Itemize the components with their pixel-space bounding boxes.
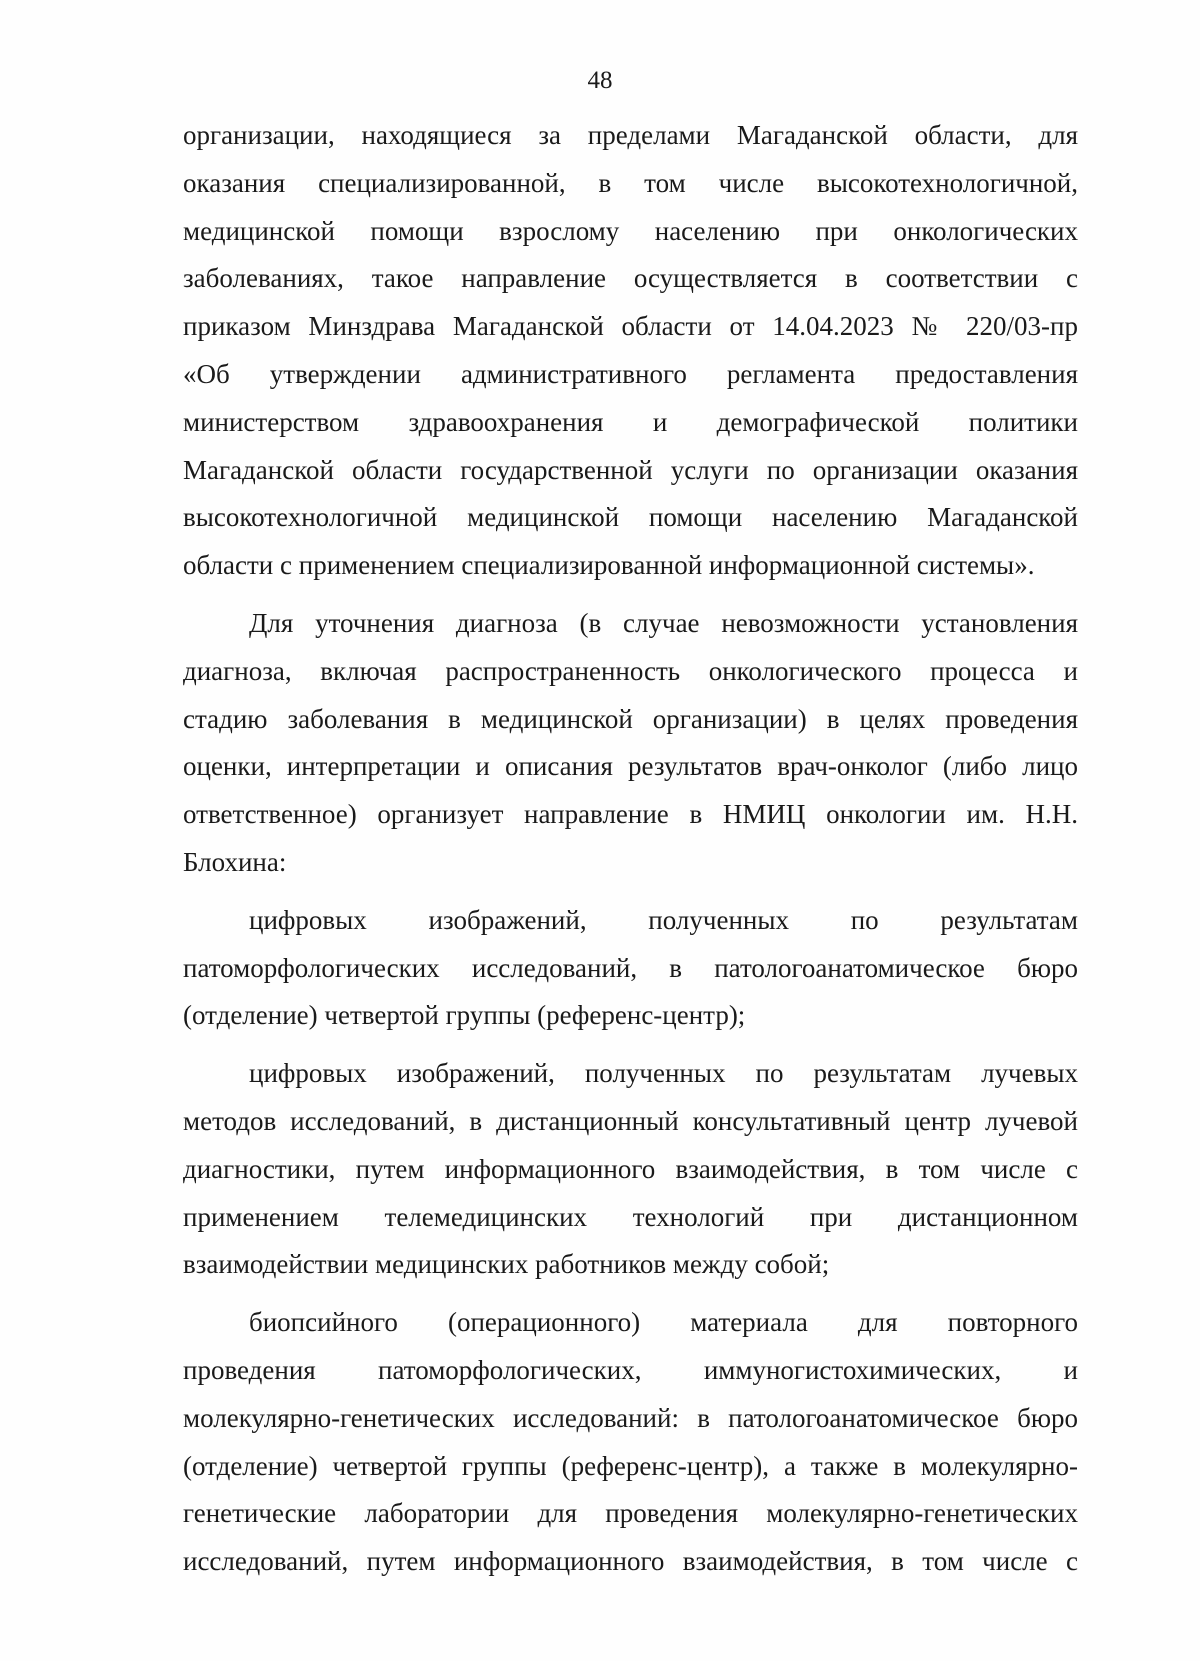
text-line: диагноза, включая распространенность онкологического процесса и: [183, 655, 1078, 686]
text-line: медицинской помощи взрослому населению при онкологических: [183, 215, 1078, 246]
paragraph-3: [183, 897, 1078, 1040]
text-line: Магаданской области государственной услуги по организации оказания: [183, 454, 1078, 485]
text-line: патоморфологических исследований, в патологоанатомическое бюро: [183, 952, 1078, 983]
text-line: генетические лаборатории для проведения молекулярно-генетических: [183, 1498, 1078, 1529]
text-line: цифровых изображений, полученных по результатам: [249, 904, 1078, 935]
text-line: диагностики, путем информационного взаимодействия, в том числе с: [183, 1153, 1078, 1184]
text-line: ответственное) организует направление в НМИЦ онкологии им. Н.Н.: [183, 799, 1078, 830]
text-line: исследований, путем информационного взаимодействия, в том числе с: [183, 1546, 1078, 1577]
text-line: стадию заболевания в медицинской организации) в целях проведения: [183, 703, 1078, 734]
paragraph-4: [183, 1050, 1078, 1289]
text-line: заболеваниях, такое направление осуществляется в соответствии с: [183, 263, 1078, 294]
text-line: Для уточнения диагноза (в случае невозможности установления: [249, 607, 1078, 638]
text-line: (отделение) четвертой группы (референс-центр);: [183, 1000, 746, 1031]
text-line: проведения патоморфологических, иммуногистохимических, и: [183, 1354, 1078, 1385]
text-line: цифровых изображений, полученных по результатам лучевых: [249, 1058, 1078, 1089]
document-body: [183, 112, 1078, 1586]
text-line: биопсийного (операционного) материала для повторного: [249, 1307, 1078, 1338]
text-line: высокотехнологичной медицинской помощи населению Магаданской: [183, 502, 1078, 533]
text-line: применением телемедицинских технологий при дистанционном: [183, 1201, 1078, 1232]
text-line: (отделение) четвертой группы (референс-центр), а также в молекулярно-: [183, 1450, 1078, 1481]
text-line: организации, находящиеся за пределами Магаданской области, для: [183, 120, 1078, 150]
text-line: Блохина:: [183, 846, 287, 877]
paragraph-2: [183, 600, 1078, 887]
text-line: методов исследований, в дистанционный консультативный центр лучевой: [183, 1105, 1078, 1136]
text-line: оказания специализированной, в том числе высокотехнологичной,: [183, 167, 1078, 198]
text-line: оценки, интерпретации и описания результатов врач-онколог (либо лицо: [183, 751, 1078, 782]
paragraph-1: [183, 112, 1078, 590]
text-line: молекулярно-генетических исследований: в патологоанатомическое бюро: [183, 1402, 1078, 1433]
text-line: области с применением специализированной информационной системы».: [183, 550, 1035, 581]
paragraph-5: [183, 1299, 1078, 1586]
page-number: 48: [587, 67, 613, 94]
text-line: министерством здравоохранения и демографической политики: [183, 406, 1078, 437]
text-line: приказом Минздрава Магаданской области от 14.04.2023 № 220/03-пр: [183, 311, 1078, 342]
text-line: «Об утверждении административного регламента предоставления: [183, 358, 1078, 389]
text-line: взаимодействии медицинских работников между собой;: [183, 1249, 830, 1280]
